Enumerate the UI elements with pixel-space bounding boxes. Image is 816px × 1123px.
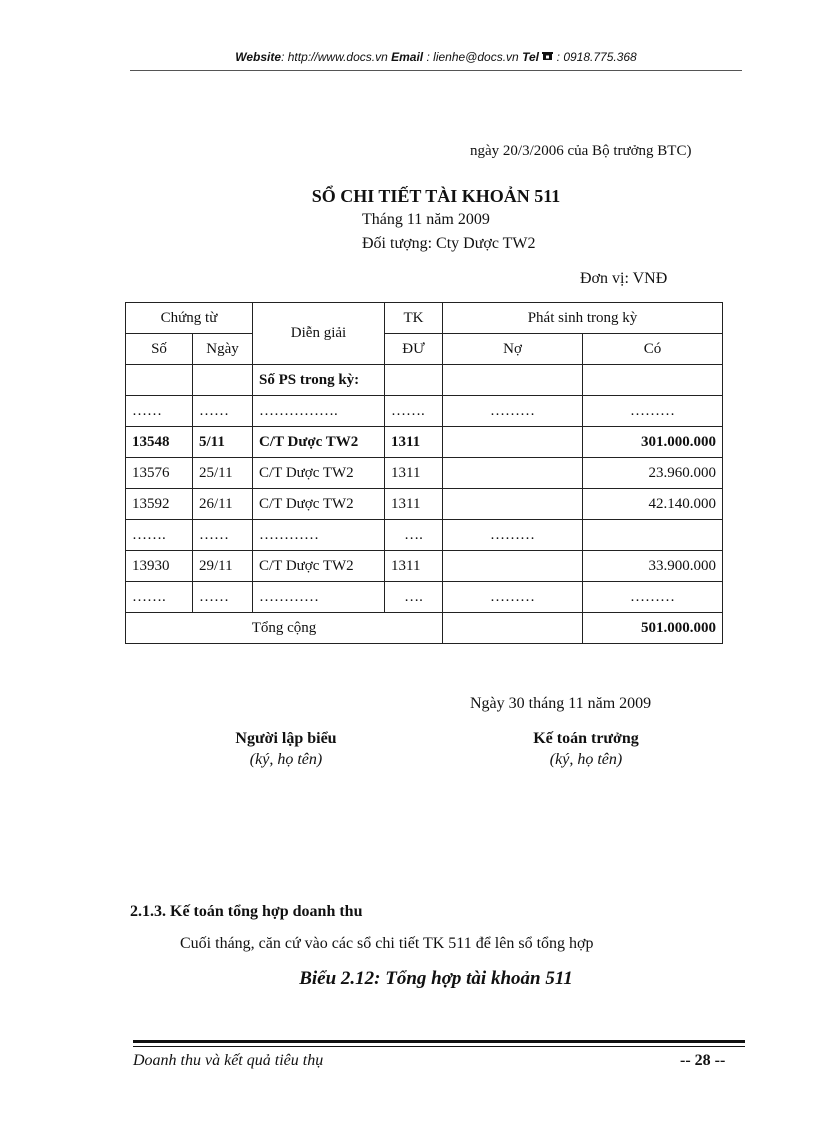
header-debit: Nợ [443,334,583,365]
preparer-title: Người lập biểu [235,730,337,747]
cell-account: …. [385,582,443,613]
table-row [126,365,723,396]
cell-debit [443,551,583,582]
cell-account: …. [385,520,443,551]
cell-credit [583,365,723,396]
cell-number: 13548 [126,427,193,458]
preparer-note: (ký, họ tên) [249,751,323,768]
cell-debit [443,489,583,520]
chief-title: Kế toán trưởng [533,730,639,747]
cell-credit: 42.140.000 [583,489,723,520]
table-row [126,458,723,489]
cell-credit [583,520,723,551]
table-row [126,582,723,613]
table-row [126,551,723,582]
figure-caption: Biểu 2.12: Tổng hợp tài khoản 511 [299,968,573,989]
cell-description: C/T Dược TW2 [253,551,385,582]
header-divider [130,70,742,71]
ledger-period: Tháng 11 năm 2009 [362,211,490,228]
cell-credit: 23.960.000 [583,458,723,489]
cell-description: C/T Dược TW2 [253,458,385,489]
website-value: : http://www.docs.vn [281,50,388,64]
footer-divider-thin [133,1046,745,1047]
header-account-top: TK [385,303,443,334]
chief-signature [486,730,686,769]
chief-note: (ký, họ tên) [549,751,623,768]
header-date: Ngày [193,334,253,365]
page-header [130,50,742,64]
cell-debit [443,365,583,396]
cell-description: Số PS trong kỳ: [253,365,385,396]
table-row [126,489,723,520]
email-value: : lienhe@docs.vn [426,50,519,64]
cell-debit: ……… [443,582,583,613]
cell-debit: ……… [443,396,583,427]
total-row [126,613,723,644]
total-label: Tổng cộng [126,613,443,644]
cell-description: C/T Dược TW2 [253,489,385,520]
footer-divider-thick [133,1040,745,1043]
cell-number: ……. [126,520,193,551]
cell-description: ………… [253,520,385,551]
ledger-table [125,302,723,644]
total-credit: 501.000.000 [583,613,723,644]
section-heading: 2.1.3. Kế toán tổng hợp doanh thu [130,903,363,920]
page-number: -- 28 -- [680,1052,726,1069]
website-label: Website [235,50,282,64]
cell-date: …… [193,396,253,427]
header-voucher: Chứng từ [126,303,253,334]
cell-debit [443,427,583,458]
cell-number: …… [126,396,193,427]
cell-date: …… [193,520,253,551]
header-row-1 [126,303,723,334]
header-number: Số [126,334,193,365]
section-paragraph: Cuối tháng, căn cứ vào các sổ chi tiết TK 511 để lên sổ tổng hợp [180,935,594,952]
tel-label: Tel [522,50,539,64]
cell-credit: 33.900.000 [583,551,723,582]
cell-credit: 301.000.000 [583,427,723,458]
cell-number: 13576 [126,458,193,489]
cell-account: 1311 [385,427,443,458]
cell-date: 26/11 [193,489,253,520]
cell-description: ……………. [253,396,385,427]
cell-credit: ……… [583,582,723,613]
table-row [126,396,723,427]
header-account-bottom: ĐƯ [385,334,443,365]
cell-date: 25/11 [193,458,253,489]
cell-date: 29/11 [193,551,253,582]
cell-account: 1311 [385,489,443,520]
cell-number: ……. [126,582,193,613]
cell-number [126,365,193,396]
cell-account [385,365,443,396]
cell-number: 13930 [126,551,193,582]
cell-account: 1311 [385,551,443,582]
header-row-2 [126,334,723,365]
email-label: Email [391,50,424,64]
cell-date: 5/11 [193,427,253,458]
preparer-signature [186,730,386,769]
signature-date: Ngày 30 tháng 11 năm 2009 [470,695,652,712]
intro-fragment: ngày 20/3/2006 của Bộ trưởng BTC) [470,143,692,159]
tel-value: : 0918.775.368 [556,50,637,64]
cell-number: 13592 [126,489,193,520]
cell-date: …… [193,582,253,613]
cell-description: ………… [253,582,385,613]
table-row [126,427,723,458]
cell-credit: ……… [583,396,723,427]
header-description: Diễn giải [253,303,385,365]
header-arising: Phát sinh trong kỳ [443,303,723,334]
cell-description: C/T Dược TW2 [253,427,385,458]
total-debit [443,613,583,644]
footer-title: Doanh thu và kết quả tiêu thụ [133,1052,324,1069]
cell-date [193,365,253,396]
cell-account: 1311 [385,458,443,489]
cell-account: ……. [385,396,443,427]
table-row [126,520,723,551]
ledger-subject: Đối tượng: Cty Dược TW2 [362,235,536,252]
ledger-title: SỔ CHI TIẾT TÀI KHOẢN 511 [311,186,561,206]
header-credit: Có [583,334,723,365]
cell-debit [443,458,583,489]
cell-debit: ……… [443,520,583,551]
phone-icon [542,50,556,64]
ledger-unit: Đơn vị: VNĐ [580,270,668,287]
